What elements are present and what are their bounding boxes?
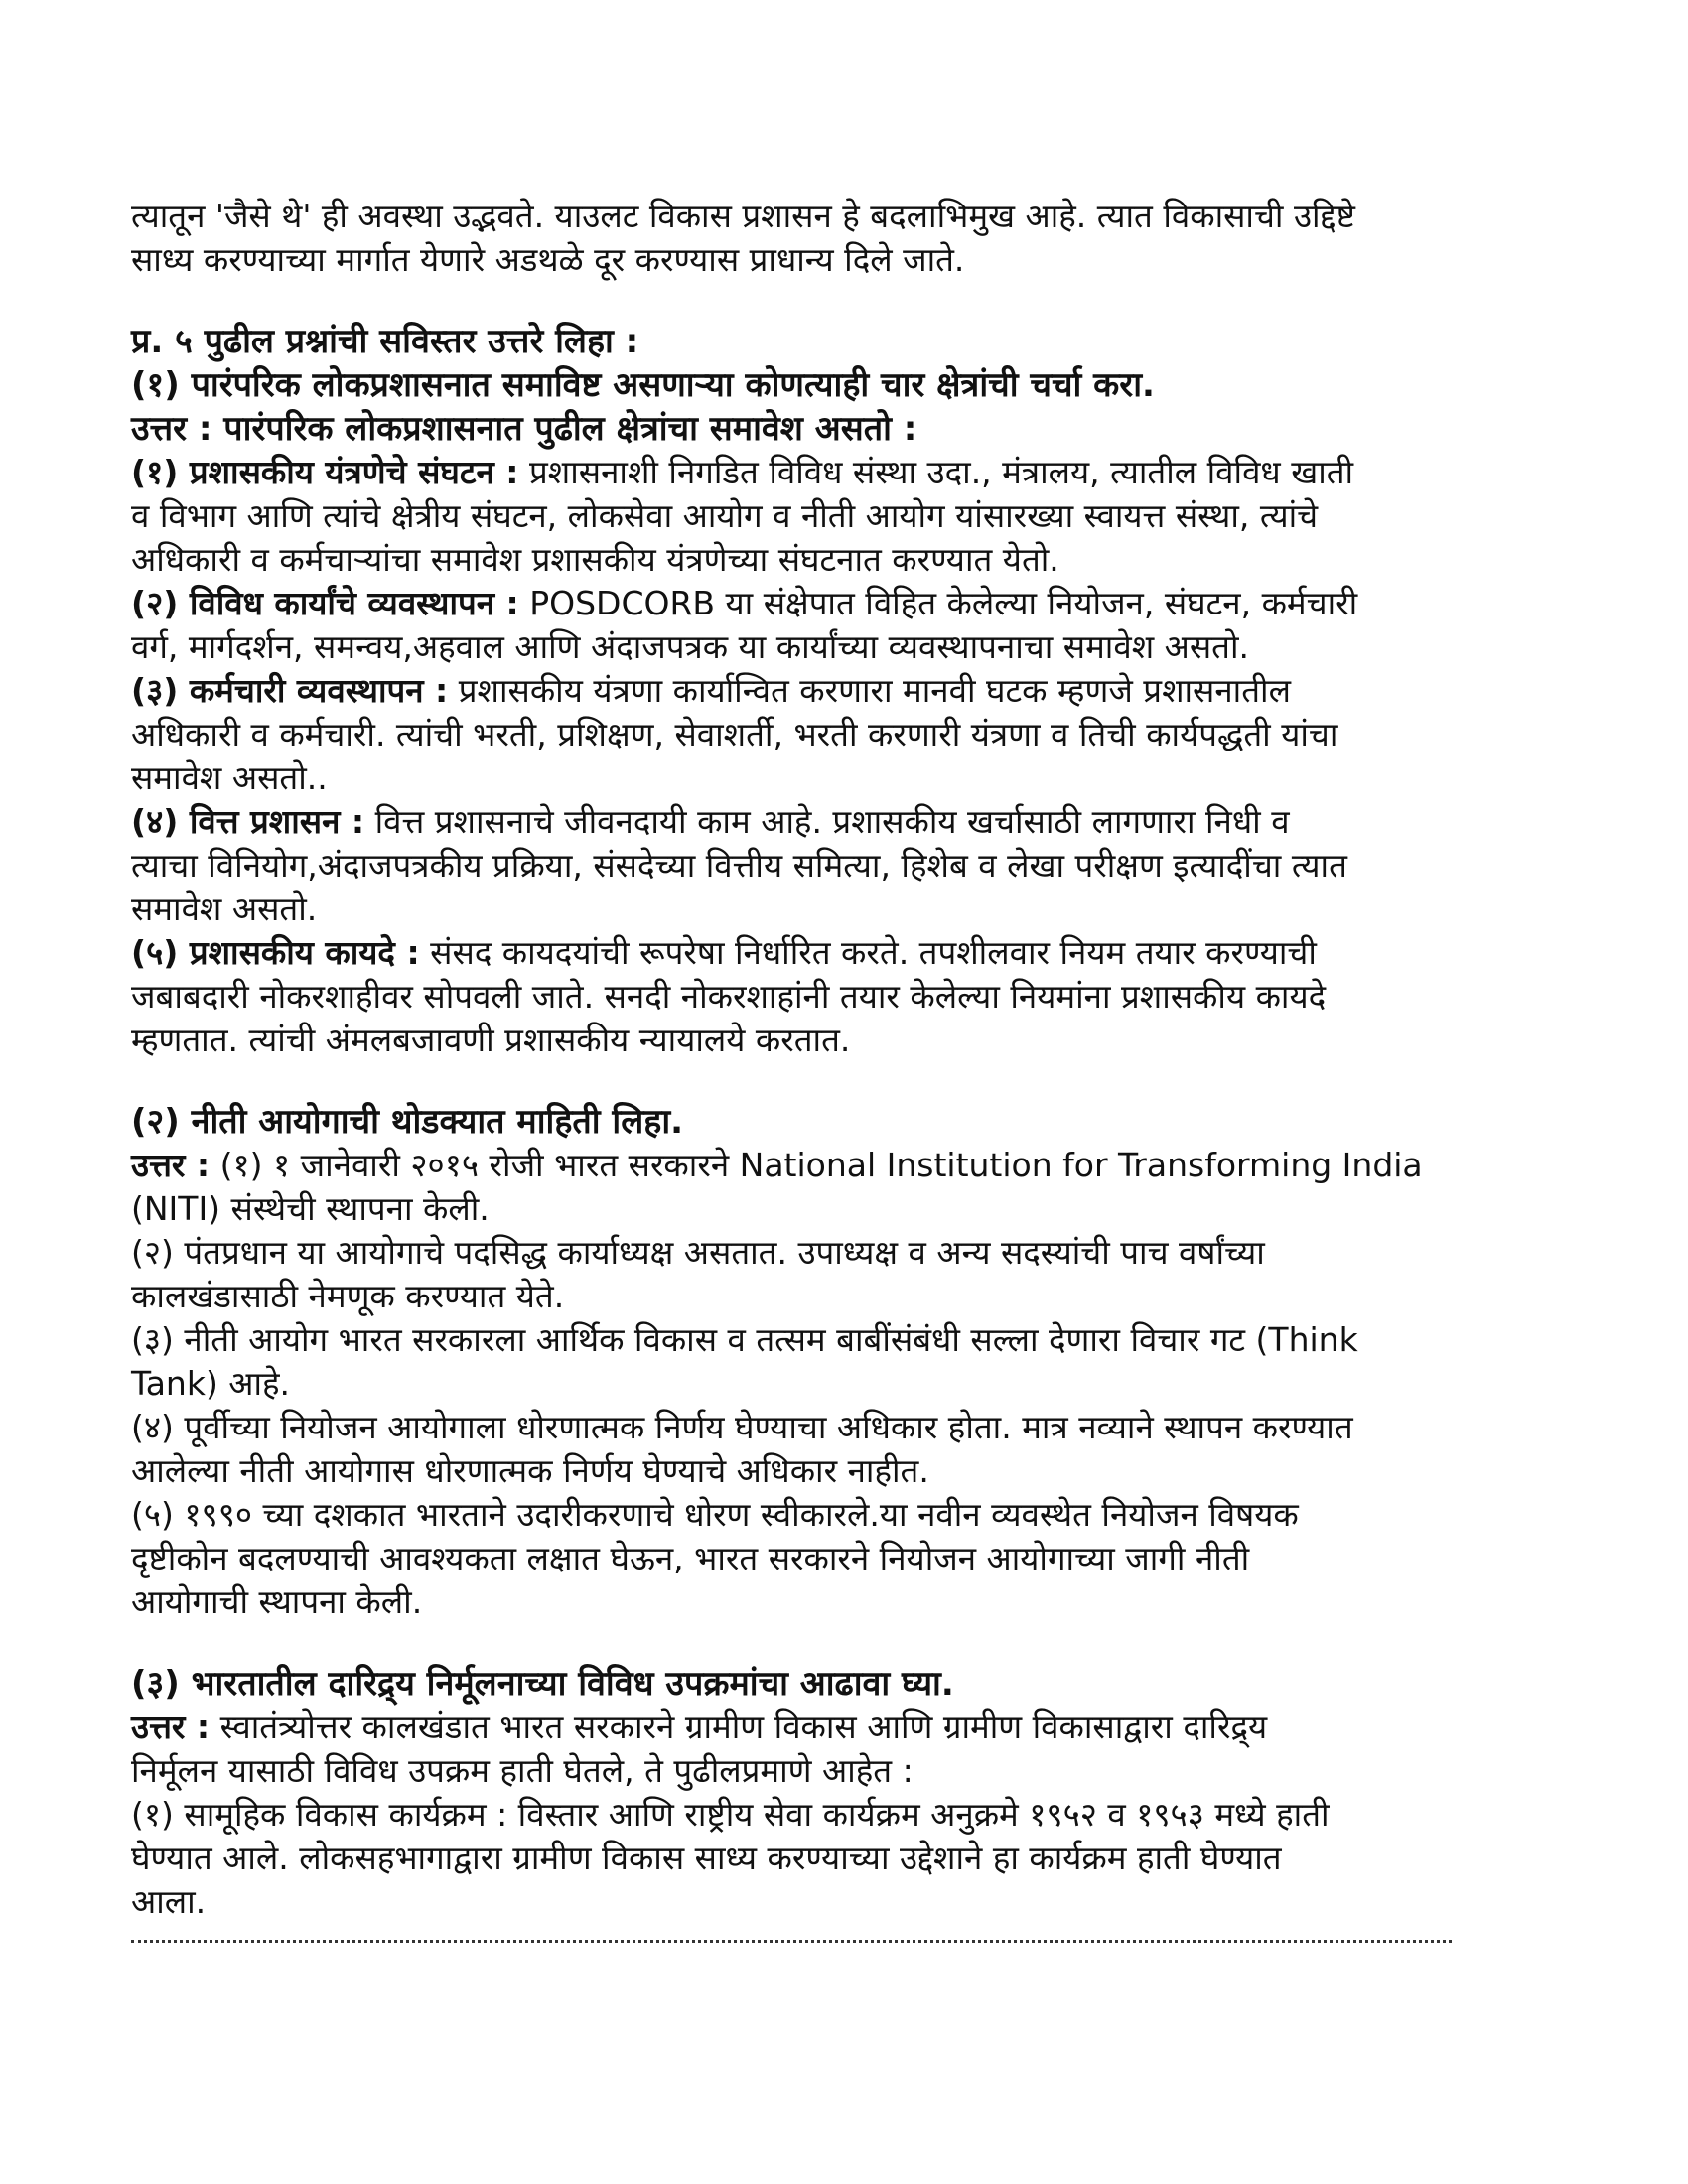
item-title: (३) कर्मचारी व्यवस्थापन : xyxy=(131,671,449,710)
item-text: समावेश असतो. xyxy=(131,889,318,928)
item-text: वर्ग, मार्गदर्शन, समन्वय,अहवाल आणि अंदाजपत्रक या कार्यांच्या व्यवस्थापनाचा समावेश असतो. xyxy=(131,627,1250,666)
item-text: अधिकारी व कर्मचारी. त्यांची भरती, प्रशिक्षण, सेवाशर्ती, भरती करणारी यंत्रणा व तिची कार्यपद्धती यांचा xyxy=(131,715,1338,753)
area-item-3 xyxy=(131,669,1559,800)
answer-label: उत्तर : xyxy=(131,1146,211,1184)
item-title: (५) प्रशासकीय कायदे : xyxy=(131,933,420,972)
answer-line: दृष्टीकोन बदलण्याची आवश्यकता लक्षात घेऊन, भारत सरकारने नियोजन आयोगाच्या जागी नीती xyxy=(131,1539,1250,1577)
item-text: प्रशासकीय यंत्रणा कार्यान्वित करणारा मानवी घटक म्हणजे प्रशासनातील xyxy=(448,671,1291,710)
answer-line: (२) पंतप्रधान या आयोगाचे पदसिद्ध कार्याध्यक्ष असतात. उपाध्यक्ष व अन्य सदस्यांची पाच वर्षांच्या xyxy=(131,1233,1265,1272)
item-title: (२) विविध कार्यांचे व्यवस्थापन : xyxy=(131,584,519,622)
item-title: (४) वित्त प्रशासन : xyxy=(131,802,365,841)
answer-intro-1: उत्तर : पारंपरिक लोकप्रशासनात पुढील क्षेत्रांचा समावेश असतो : xyxy=(131,409,917,449)
item-text: POSDCORB या संक्षेपात विहित केलेल्या नियोजन, संघटन, कर्मचारी xyxy=(518,584,1358,622)
answer-line: (१) १ जानेवारी २०१५ रोजी भारत सरकारने National Institution for Transforming India xyxy=(210,1146,1423,1184)
answer-line: (१) सामूहिक विकास कार्यक्रम : विस्तार आणि राष्ट्रीय सेवा कार्यक्रम अनुक्रमे १९५२ व १९५३ मध्ये हाती xyxy=(131,1795,1330,1834)
answer-line: (४) पूर्वीच्या नियोजन आयोगाला धोरणात्मक निर्णय घेण्याचा अधिकार होता. मात्र नव्याने स्थापन करण्यात xyxy=(131,1408,1353,1446)
question-heading: प्र. ५ पुढील प्रश्नांची सविस्तर उत्तरे लिहा : xyxy=(131,322,639,361)
answer-line: आयोगाची स्थापना केली. xyxy=(131,1582,423,1621)
item-title: (१) प्रशासकीय यंत्रणेचे संघटन : xyxy=(131,453,519,491)
answer-line: घेण्यात आले. लोकसहभागाद्वारा ग्रामीण विकास साध्य करण्याच्या उद्देशाने हा कार्यक्रम हाती घेण्यात xyxy=(131,1839,1282,1877)
answer-block-2 xyxy=(131,1144,1559,1624)
item-text: वित्त प्रशासनाचे जीवनदायी काम आहे. प्रशासकीय खर्चासाठी लागणारा निधी व xyxy=(364,802,1290,841)
area-item-1 xyxy=(131,451,1559,582)
item-text: त्याचा विनियोग,अंदाजपत्रकीय प्रक्रिया, संसदेच्या वित्तीय समित्या, हिशेब व लेखा परीक्षण इत्यादींचा त्यात xyxy=(131,846,1347,885)
item-text: प्रशासनाशी निगडित विविध संस्था उदा., मंत्रालय, त्यातील विविध खाती xyxy=(518,453,1354,491)
cut-off-text-fragment xyxy=(131,1936,1559,1950)
item-text: अधिकारी व कर्मचाऱ्यांचा समावेश प्रशासकीय यंत्रणेच्या संघटनात करण्यात येतो. xyxy=(131,540,1059,579)
area-item-2 xyxy=(131,582,1559,669)
answer-label: उत्तर : xyxy=(131,1707,211,1746)
sub-question-1: (१) पारंपरिक लोकप्रशासनात समाविष्ट असणाऱ्या कोणत्याही चार क्षेत्रांची चर्चा करा. xyxy=(131,365,1155,405)
intro-paragraph xyxy=(131,195,1559,282)
answer-line: Tank) आहे. xyxy=(131,1364,291,1403)
answer-line: (५) १९९० च्या दशकात भारताने उदारीकरणाचे धोरण स्वीकारले.या नवीन व्यवस्थेत नियोजन विषयक xyxy=(131,1495,1299,1534)
sub-question-2: (२) नीती आयोगाची थोडक्यात माहिती लिहा. xyxy=(131,1102,684,1142)
item-text: जबाबदारी नोकरशाहीवर सोपवली जाते. सनदी नोकरशाहांनी तयार केलेल्या नियमांना प्रशासकीय कायदे xyxy=(131,977,1327,1016)
item-text: समावेश असतो.. xyxy=(131,758,328,797)
answer-line: आलेल्या नीती आयोगास धोरणात्मक निर्णय घेण्याचे अधिकार नाहीत. xyxy=(131,1451,929,1490)
answer-block-3 xyxy=(131,1706,1559,1924)
answer-line: आला. xyxy=(131,1882,207,1921)
item-text: संसद कायदयांची रूपरेषा निर्धारित करते. तपशीलवार नियम तयार करण्याची xyxy=(419,933,1317,972)
answer-line: कालखंडासाठी नेमणूक करण्यात येते. xyxy=(131,1277,565,1315)
intro-line: साध्य करण्याच्या मार्गात येणारे अडथळे दूर करण्यास प्राधान्य दिले जाते. xyxy=(131,240,965,279)
sub-question-3: (३) भारतातील दारिद्र्य निर्मूलनाच्या विविध उपक्रमांचा आढावा घ्या. xyxy=(131,1664,954,1704)
area-item-5 xyxy=(131,931,1559,1062)
answer-line: (NITI) संस्थेची स्थापना केली. xyxy=(131,1189,490,1228)
intro-line: त्यातून 'जैसे थे' ही अवस्था उद्भवते. याउलट विकास प्रशासन हे बदलाभिमुख आहे. त्यात विकासाची उद्दिष्टे xyxy=(131,197,1355,235)
item-text: व विभाग आणि त्यांचे क्षेत्रीय संघटन, लोकसेवा आयोग व नीती आयोग यांसारख्या स्वायत्त संस्था, त्यांचे xyxy=(131,496,1319,535)
area-item-4 xyxy=(131,800,1559,931)
answer-line: (३) नीती आयोग भारत सरकारला आर्थिक विकास व तत्सम बाबींसंबंधी सल्ला देणारा विचार गट (Think xyxy=(131,1320,1358,1359)
answer-line: स्वातंत्र्योत्तर कालखंडात भारत सरकारने ग्रामीण विकास आणि ग्रामीण विकासाद्वारा दारिद्र्य xyxy=(210,1707,1268,1746)
answer-line: निर्मूलन यासाठी विविध उपक्रम हाती घेतले, ते पुढीलप्रमाणे आहेत : xyxy=(131,1751,914,1790)
item-text: म्हणतात. त्यांची अंमलबजावणी प्रशासकीय न्यायालये करतात. xyxy=(131,1021,851,1059)
